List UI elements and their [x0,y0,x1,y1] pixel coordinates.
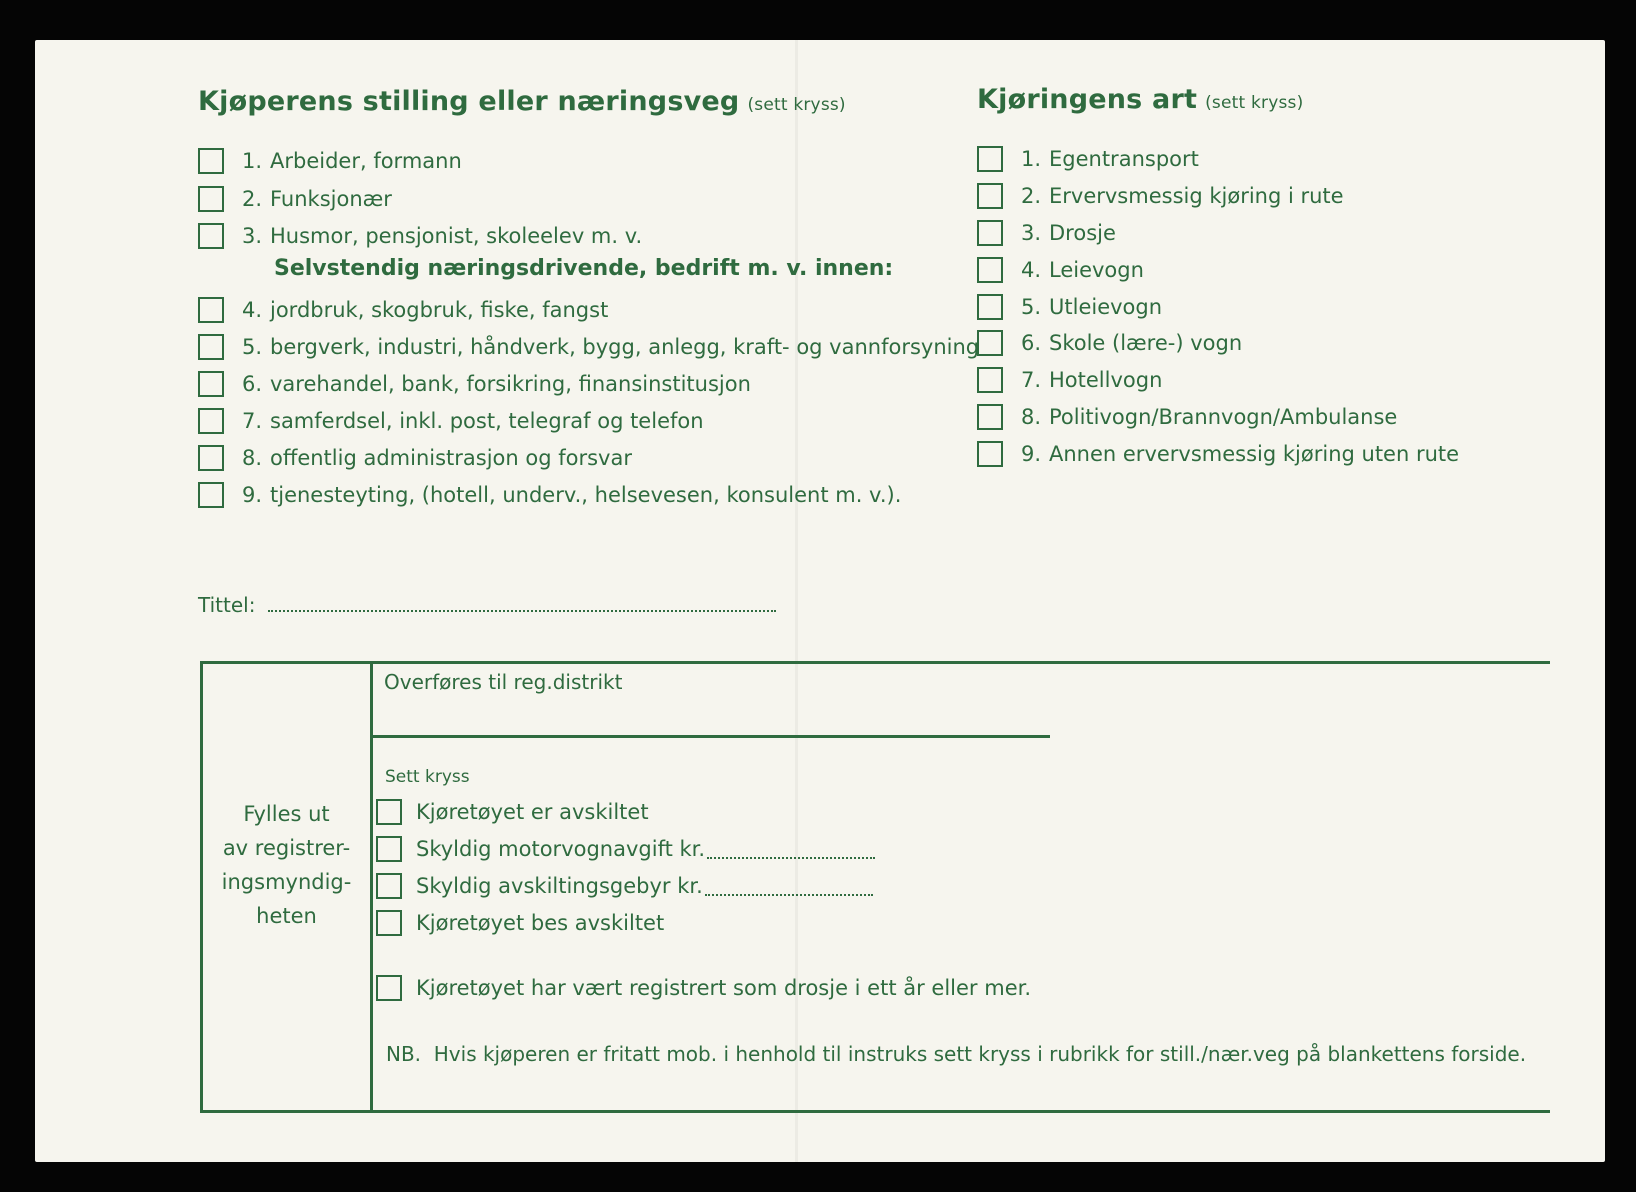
right-heading-note: (sett kryss) [1205,93,1304,113]
check-drosje-year[interactable] [376,973,1031,1003]
option-number: 3. [1021,221,1042,245]
check-label: Kjøretøyet bes avskiltet [416,911,665,935]
occupation-option-1[interactable] [198,146,462,176]
option-number: 9. [242,483,263,507]
authority-line-1: Fylles ut [243,802,330,826]
option-label: Leievogn [1049,258,1144,282]
option-number: 4. [1021,258,1042,282]
amount-dotted-line[interactable] [707,839,875,859]
nb-prefix: NB. [386,1042,422,1066]
option-label: Politivogn/Brannvogn/Ambulanse [1049,405,1398,429]
check-request-deregistration[interactable] [376,908,664,938]
driving-type-option-9[interactable] [977,439,1459,469]
authority-line-3: ingsmyndig- [221,870,352,894]
checkbox[interactable] [376,975,402,1001]
option-number: 4. [242,298,263,322]
option-label: varehandel, bank, forsikring, finansinstitusjon [270,372,751,396]
checkbox[interactable] [376,873,402,899]
amount-dotted-line[interactable] [705,876,873,896]
option-number: 7. [242,409,263,433]
checkbox[interactable] [977,183,1003,209]
checkbox[interactable] [376,799,402,825]
occupation-option-9[interactable] [198,480,901,510]
option-number: 3. [242,224,263,248]
occupation-option-6[interactable] [198,369,751,399]
checkbox[interactable] [198,223,224,249]
authority-label [203,797,370,933]
checkbox[interactable] [977,404,1003,430]
authority-box-divider [370,661,373,1113]
option-number: 8. [1021,405,1042,429]
authority-box-bottom-border [200,1110,1550,1113]
check-label: Kjøretøyet er avskiltet [416,800,649,824]
title-dotted-line[interactable] [268,592,776,612]
occupation-option-5[interactable] [198,332,979,362]
nb-text: Hvis kjøperen er fritatt mob. i henhold til instruks sett kryss i rubrikk for still./nær.veg på blankettens forside. [433,1042,1527,1066]
driving-type-option-1[interactable] [977,144,1199,174]
checks-heading: Sett kryss [385,767,470,787]
driving-type-option-2[interactable] [977,181,1344,211]
driving-type-option-7[interactable] [977,365,1162,395]
driving-type-option-8[interactable] [977,402,1397,432]
title-field[interactable] [198,592,776,617]
title-label: Tittel: [198,593,256,617]
authority-line-4: heten [256,904,317,928]
occupation-option-4[interactable] [198,295,608,325]
right-heading [977,84,1303,115]
option-label: samferdsel, inkl. post, telegraf og telefon [270,409,704,433]
option-label: offentlig administrasjon og forsvar [270,446,632,470]
checkbox[interactable] [977,220,1003,246]
transfer-label: Overføres til reg.distrikt [384,670,623,694]
check-label: Skyldig motorvognavgift kr. [416,837,706,861]
option-number: 5. [242,335,263,359]
occupation-option-2[interactable] [198,184,392,214]
driving-type-option-4[interactable] [977,255,1144,285]
checkbox[interactable] [977,367,1003,393]
option-label: Egentransport [1049,147,1199,171]
left-heading-text: Kjøperens stilling eller næringsveg [198,86,740,117]
occupation-option-7[interactable] [198,406,704,436]
option-label: Drosje [1049,221,1116,245]
checkbox[interactable] [977,294,1003,320]
option-number: 9. [1021,442,1042,466]
option-label: Skole (lære-) vogn [1049,331,1243,355]
option-number: 6. [1021,331,1042,355]
driving-type-option-3[interactable] [977,218,1116,248]
option-number: 8. [242,446,263,470]
checkbox[interactable] [198,482,224,508]
check-label: Skyldig avskiltingsgebyr kr. [416,874,703,898]
left-heading [198,86,846,117]
option-number: 1. [242,149,263,173]
transfer-underline [373,735,1050,738]
checkbox[interactable] [198,186,224,212]
occupation-option-3[interactable] [198,221,642,251]
option-number: 2. [1021,184,1042,208]
option-number: 6. [242,372,263,396]
checkbox[interactable] [198,445,224,471]
option-label: Utleievogn [1049,295,1163,319]
option-label: tjenesteyting, (hotell, underv., helsevesen, konsulent m. v.). [270,483,902,507]
checkbox[interactable] [376,910,402,936]
checkbox[interactable] [198,408,224,434]
checkbox[interactable] [198,371,224,397]
check-deregistered[interactable] [376,797,649,827]
occupation-option-8[interactable] [198,443,632,473]
option-label: bergverk, industri, håndverk, bygg, anlegg, kraft- og vannforsyning [270,335,980,359]
checkbox[interactable] [977,146,1003,172]
checkbox[interactable] [376,836,402,862]
option-label: Arbeider, formann [270,149,462,173]
option-label: Funksjonær [270,187,392,211]
driving-type-option-6[interactable] [977,328,1242,358]
left-heading-note: (sett kryss) [747,95,846,115]
option-number: 2. [242,187,263,211]
check-motor-fee[interactable] [376,834,875,864]
checkbox[interactable] [198,297,224,323]
authority-box-top-border [200,661,1550,664]
option-label: Hotellvogn [1049,368,1163,392]
option-label: Ervervsmessig kjøring i rute [1049,184,1344,208]
option-label: Husmor, pensjonist, skoleelev m. v. [270,224,643,248]
check-deregistration-fee[interactable] [376,871,873,901]
driving-type-option-5[interactable] [977,292,1162,322]
right-heading-text: Kjøringens art [977,84,1198,115]
check-label: Kjøretøyet har vært registrert som drosje i ett år eller mer. [416,976,1031,1000]
option-number: 1. [1021,147,1042,171]
checkbox[interactable] [977,441,1003,467]
checkbox[interactable] [977,257,1003,283]
option-label: Annen ervervsmessig kjøring uten rute [1049,442,1460,466]
self-employed-subheading: Selvstendig næringsdrivende, bedrift m. v. innen: [274,256,894,281]
checkbox[interactable] [198,334,224,360]
option-label: jordbruk, skogbruk, fiske, fangst [270,298,609,322]
nb-note [386,1042,1526,1066]
checkbox[interactable] [198,148,224,174]
option-number: 7. [1021,368,1042,392]
checkbox[interactable] [977,330,1003,356]
option-number: 5. [1021,295,1042,319]
authority-line-2: av registrer- [222,836,351,860]
